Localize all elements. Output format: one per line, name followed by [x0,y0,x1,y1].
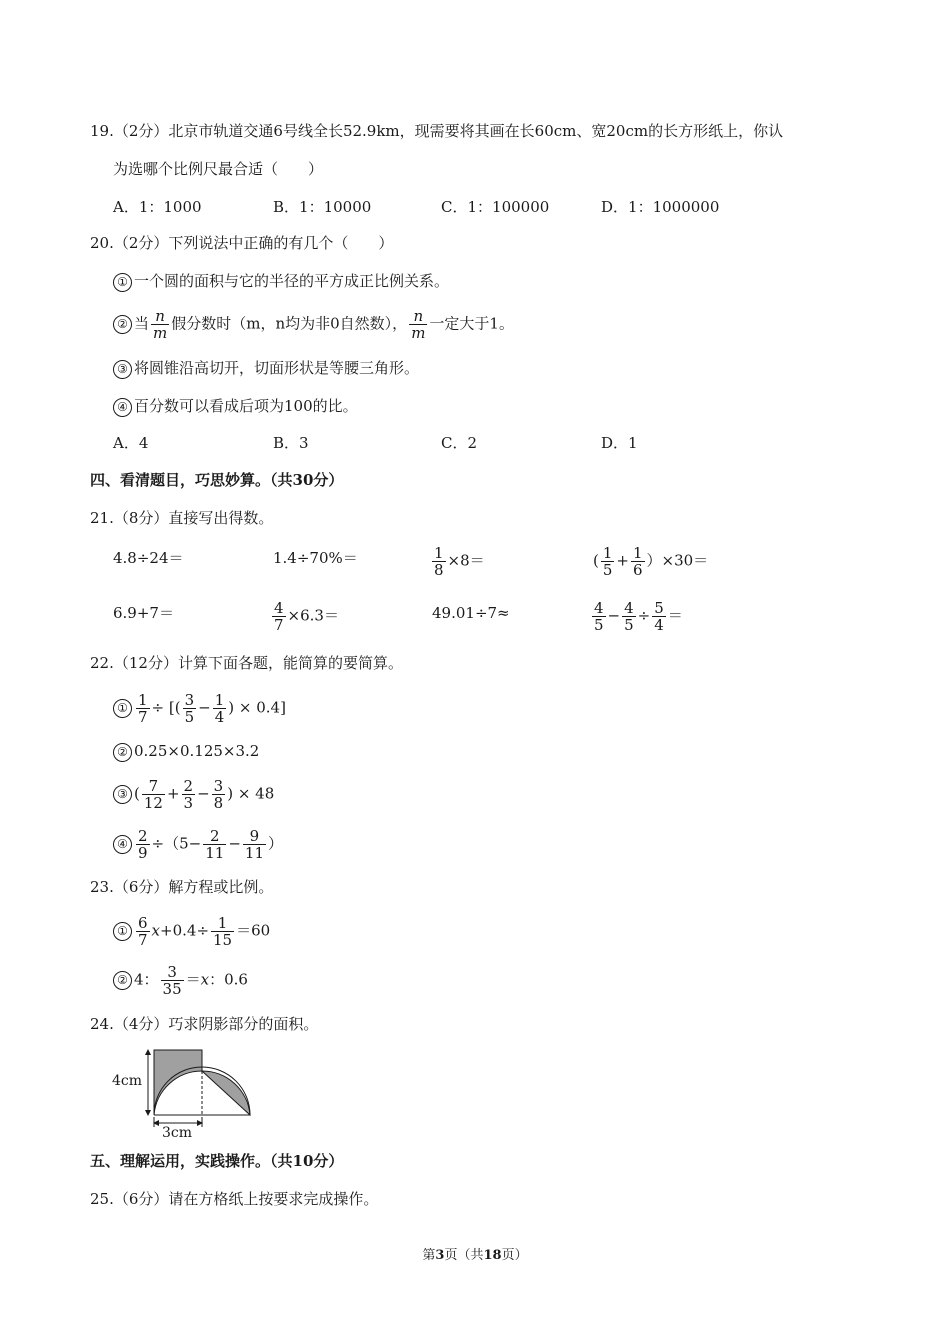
q19-option-a: A．1：1000 [113,198,202,216]
q19-option-b: B．1：10000 [273,198,372,216]
q20-option-b: B．3 [273,434,309,452]
q20-stem: 20.（2分）下列说法中正确的有几个（ ） [90,234,394,252]
q23-expr-2: ② 4： $\frac{3}{35}$ ＝x：0.6 [113,964,248,997]
q19-option-c: C．1：100000 [441,198,550,216]
q25-stem: 25.（6分）请在方格纸上按要求完成操作。 [90,1190,379,1208]
q21-calc-4: ( $\frac{1}{5}$ + $\frac{1}{6}$ ）×30＝ [593,544,709,579]
q21-stem: 21.（8分）直接写出得数。 [90,509,274,527]
q21-calc-8: $\frac{4}{5}$ − $\frac{4}{5}$ ÷ $\frac{5}{4}$ ＝ [594,599,683,634]
q21-calc-3: $\frac{1}{8}$ ×8＝ [434,544,485,579]
q21-calc-2: 1.4÷70%＝ [273,549,358,567]
q24-shaded-segment [202,1071,250,1115]
q22-expr-3: ③ ( $\frac{7}{12}$ + $\frac{2}{3}$ − $\frac{3}{8}$ ) × 48 [113,778,274,811]
q20-option-c: C．2 [441,434,478,452]
q23-expr-1: ① $\frac{6}{7}$ x+0.4÷ $\frac{1}{15}$ ＝60 [113,915,270,948]
q21-calc-5: 6.9+7＝ [113,604,174,622]
q24-stem: 24.（4分）巧求阴影部分的面积。 [90,1015,319,1033]
fraction-n-over-m: $\frac{n}{m}$ [153,307,168,342]
q22-expr-1: ① $\frac{1}{7}$ ÷ [( $\frac{3}{5}$ − $\frac{1}{4}$ ) × 0.4] [113,692,286,725]
q24-shaded-area-figure [140,1045,260,1137]
circled-4: ④ [113,398,132,417]
q20-option-d: D．1 [601,434,638,452]
section-5-heading: 五、理解运用，实践操作。（共10分） [90,1152,344,1170]
q21-calc-7: 49.01÷7≈ [432,604,510,622]
circled-1: ① [113,273,132,292]
q20-item-3: ③ 将圆锥沿高切开，切面形状是等腰三角形。 [113,358,419,379]
q20-option-a: A．4 [113,434,149,452]
fraction-n-over-m-2: $\frac{n}{m}$ [411,307,426,342]
q19-option-d: D．1：1000000 [601,198,720,216]
q20-item-4: ④ 百分数可以看成后项为100的比。 [113,396,358,417]
q24-height-label: 4cm [112,1073,143,1089]
q21-calc-1: 4.8÷24＝ [113,549,184,567]
page-footer: 第3页（共18页） [422,1248,528,1263]
q23-stem: 23.（6分）解方程或比例。 [90,878,274,896]
q20-item-2: ② 当 $\frac{n}{m}$ 假分数时（m，n均为非0自然数）， $\frac{n}{m}$ 一定大于1。 [113,308,514,341]
q22-expr-4: ④ $\frac{2}{9}$ ÷（5− $\frac{2}{11}$ − $\frac{9}{11}$ ） [113,828,283,861]
q24-width-label: 3cm [162,1125,193,1141]
q24-shaded-top [154,1050,202,1115]
circled-3: ③ [113,360,132,379]
circled-2: ② [113,315,132,334]
q22-stem: 22.（12分）计算下面各题，能简算的要简算。 [90,654,403,672]
q20-item-1: ① 一个圆的面积与它的半径的平方成正比例关系。 [113,271,449,292]
q21-calc-6: $\frac{4}{7}$ ×6.3＝ [274,599,339,634]
q22-expr-2: ② 0.25×0.125×3.2 [113,741,259,762]
q19-stem: 19.（2分）北京市轨道交通6号线全长52.9km，现需要将其画在长60cm、宽20cm的长方形纸上，你认 [90,122,784,140]
q19-stem-cont: 为选哪个比例尺最合适（ ） [113,160,324,178]
section-4-heading: 四、看清题目，巧思妙算。（共30分） [90,471,344,489]
